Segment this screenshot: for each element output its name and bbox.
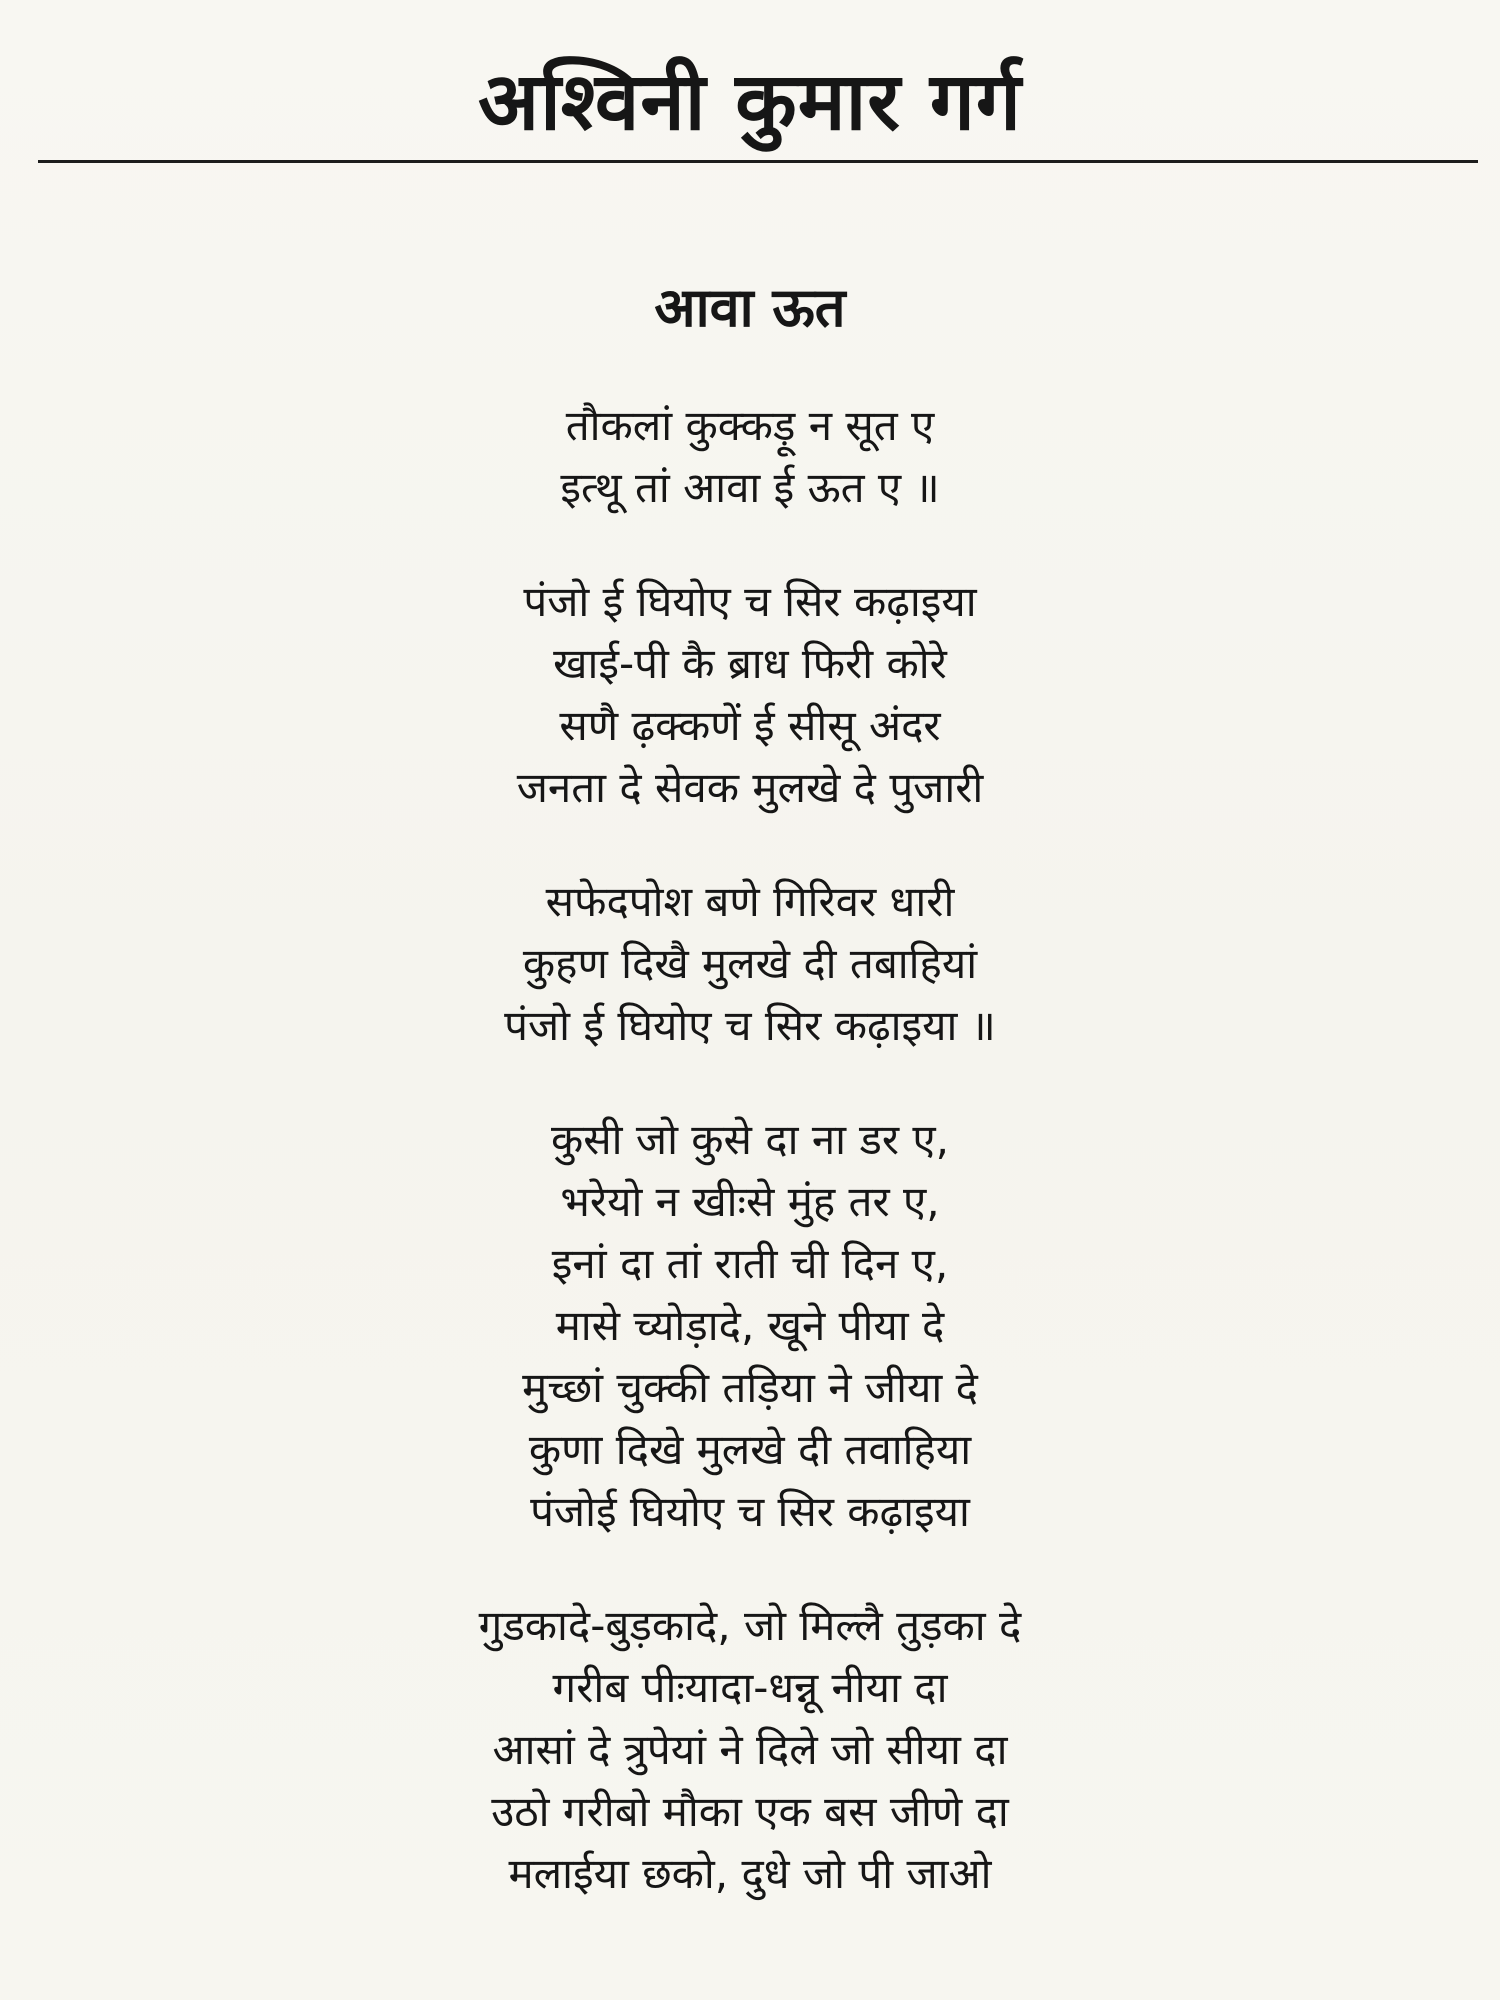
poem-line: भरेयो न खीःसे मुंह तर ए,: [560, 1177, 940, 1226]
poem-body: [0, 395, 1500, 1957]
stanza-4: [0, 1109, 1500, 1543]
poem-line: सणै ढ़क्कणें ई सीसू अंदर: [559, 701, 941, 750]
poem-line: इत्थू तां आवा ई ऊत ए ॥: [560, 463, 940, 512]
poem-line: पंजो ई घियोए च सिर कढ़ाइया ॥: [504, 1001, 996, 1050]
stanza-2: [0, 571, 1500, 819]
poem-line: जनता दे सेवक मुलखे दे पुजारी: [516, 763, 984, 812]
poem-line: मलाईया छको, दुधे जो पी जाओ: [508, 1849, 992, 1898]
poem-line: पंजो ई घियोए च सिर कढ़ाइया: [523, 577, 977, 626]
header-divider: [38, 160, 1478, 163]
author-name: अश्विनी कुमार गर्ग: [478, 55, 1022, 148]
poem-line: तौकलां कुक्कड़ू न सूत ए: [565, 401, 935, 450]
poem-line: कुहण दिखै मुलखे दी तबाहियां: [522, 939, 978, 988]
poem-line: इनां दा तां राती ची दिन ए,: [551, 1239, 949, 1288]
stanza-3: [0, 871, 1500, 1057]
poem-line: मासे च्योड़ादे, खूने पीया दे: [555, 1301, 945, 1350]
poem-line: खाई-पी कै ब्राध फिरी कोरे: [553, 639, 947, 688]
poem-line: मुच्छां चुक्की तड़िया ने जीया दे: [522, 1363, 978, 1412]
poem-line: आसां दे त्रुपेयां ने दिले जो सीया दा: [492, 1725, 1008, 1774]
poem-line: कुसी जो कुसे दा ना डर ए,: [551, 1115, 949, 1164]
poem-title: आवा ऊत: [654, 276, 846, 339]
poem-line: पंजोई घियोए च सिर कढ़ाइया: [530, 1487, 970, 1536]
stanza-5: [0, 1595, 1500, 1905]
stanza-1: [0, 395, 1500, 519]
poem-line: गरीब पीःयादा-धन्नू नीया दा: [552, 1663, 948, 1712]
poem-line: उठो गरीबो मौका एक बस जीणे दा: [491, 1787, 1009, 1836]
poem-line: कुणा दिखे मुलखे दी तवाहिया: [528, 1425, 972, 1474]
poem-line: सफेदपोश बणे गिरिवर धारी: [545, 877, 955, 926]
poem-line: गुडकादे-बुड़कादे, जो मिल्लै तुड़का दे: [478, 1601, 1022, 1650]
